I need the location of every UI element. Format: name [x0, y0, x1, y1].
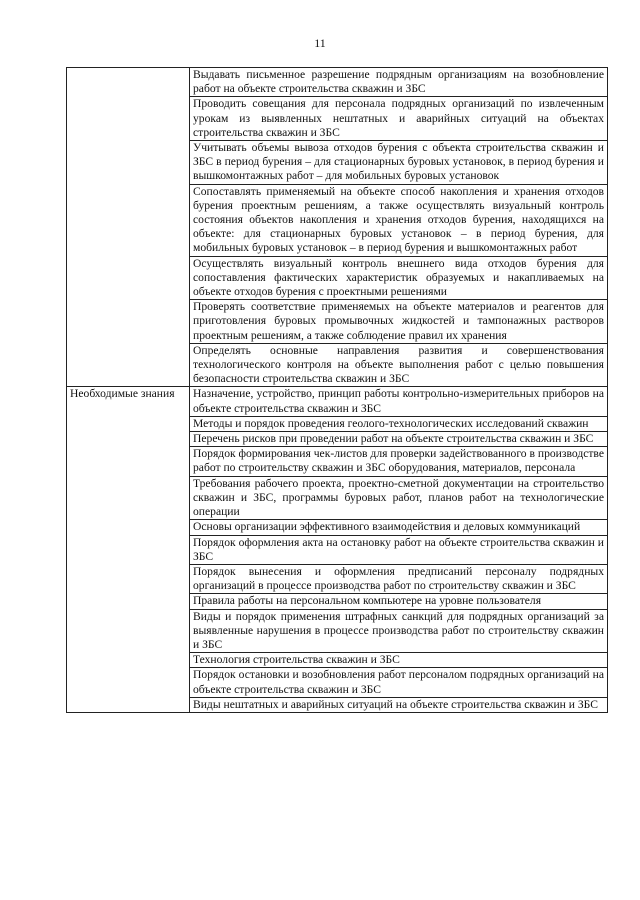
page-number: 11: [314, 36, 326, 50]
requirement-cell: [190, 447, 608, 476]
requirement-cell: [190, 535, 608, 564]
requirement-text: Порядок формирования чек-листов для проверки задействованного в производстве работ по строительству скважин и ЗБС оборудования, материалов, персонала: [193, 447, 604, 475]
table-row: [67, 387, 608, 416]
requirement-text: Виды и порядок применения штрафных санкций для подрядных организаций за выявленные нарушения в процессе производства работ по строительству скважин и ЗБС: [193, 609, 604, 651]
requirement-text: Порядок вынесения и оформления предписаний персоналу подрядных организаций в процессе производства работ по строительству скважин и ЗБС: [193, 564, 604, 593]
requirement-cell: [190, 141, 608, 185]
requirement-cell: [190, 609, 608, 653]
requirement-text: Назначение, устройство, принцип работы контрольно-измерительных приборов на объекте строительства скважин и ЗБС: [193, 387, 604, 415]
requirement-text: Технология строительства скважин и ЗБС: [193, 653, 400, 667]
requirement-text: Правила работы на персональном компьютере на уровне пользователя: [193, 594, 542, 608]
requirement-cell: [190, 416, 608, 431]
requirement-cell: [190, 653, 608, 668]
requirement-cell: [190, 387, 608, 416]
requirement-text: Виды нештатных и аварийных ситуаций на объекте строительства скважин и ЗБС: [193, 697, 598, 711]
requirement-text: Проводить совещания для персонала подрядных организаций по извлеченным урокам из выявленных нештатных и аварийных ситуаций на объектах строительства скважин и ЗБС: [193, 97, 604, 139]
requirement-cell: [190, 97, 608, 141]
requirement-cell: [190, 520, 608, 535]
requirement-text: Порядок оформления акта на остановку работ на объекте строительства скважин и ЗБС: [193, 535, 604, 563]
requirement-cell: [190, 564, 608, 593]
table-row: [67, 68, 608, 97]
requirement-cell: [190, 476, 608, 520]
requirement-cell: [190, 68, 608, 97]
requirement-text: Осуществлять визуальный контроль внешнего вида отходов бурения для сопоставления фактических характеристик образуемых и накапливаемых на объекте отходов бурения с проектными решениями: [193, 256, 604, 299]
section-label-cell: [67, 68, 190, 387]
requirement-text: Проверять соответствие применяемых на объекте материалов и реагентов для приготовления буровых промывочных жидкостей и тампонажных растворов проектным решениям, а также соблюдение правил их хранения: [193, 300, 604, 342]
requirement-text: Требования рабочего проекта, проектно-сметной документации на строительство скважин и ЗБС, программы буровых работ, планов работ на технологические операции: [193, 476, 604, 519]
requirement-text: Учитывать объемы вывоза отходов бурения с объекта строительства скважин и ЗБС в период бурения – для стационарных буровых установок, в период бурения и вышкомонтажных работ – для мобильных буровых установок: [193, 141, 604, 183]
requirement-cell: [190, 697, 608, 712]
requirement-text: Определять основные направления развития и совершенствования технологического контроля на объекте выполнения работ с целью повышения безопасности строительства скважин и ЗБС: [193, 343, 604, 386]
requirements-table-body: [67, 68, 608, 713]
requirements-table: [66, 67, 608, 713]
requirement-text: Выдавать письменное разрешение подрядным организациям на возобновление работ на объекте строительства скважин и ЗБС: [193, 68, 604, 96]
requirement-cell: [190, 668, 608, 697]
requirement-text: Основы организации эффективного взаимодействия и деловых коммуникаций: [193, 520, 581, 534]
requirement-cell: [190, 184, 608, 256]
requirement-cell: [190, 594, 608, 609]
requirement-cell: [190, 300, 608, 344]
requirement-text: Сопоставлять применяемый на объекте способ накопления и хранения отходов бурения проектным решениям, а также осуществлять визуальный контроль состояния объектов накопления и хранения отходов бурения, находящихся на объекте: для стационарных буровых установок – в период бурения, для мобильных буровых установок – в период бурения и вышкомонтажных работ: [193, 184, 604, 255]
requirement-text: Методы и порядок проведения геолого-технологических исследований скважин: [193, 416, 589, 430]
requirement-cell: [190, 343, 608, 387]
requirement-text: Перечень рисков при проведении работ на объекте строительства скважин и ЗБС: [193, 432, 594, 446]
requirement-text: Порядок остановки и возобновления работ персоналом подрядных организаций на объекте строительства скважин и ЗБС: [193, 668, 604, 696]
requirement-cell: [190, 432, 608, 447]
section-label-cell: [67, 387, 190, 712]
requirement-cell: [190, 256, 608, 300]
section-label: Необходимые знания: [70, 387, 175, 401]
